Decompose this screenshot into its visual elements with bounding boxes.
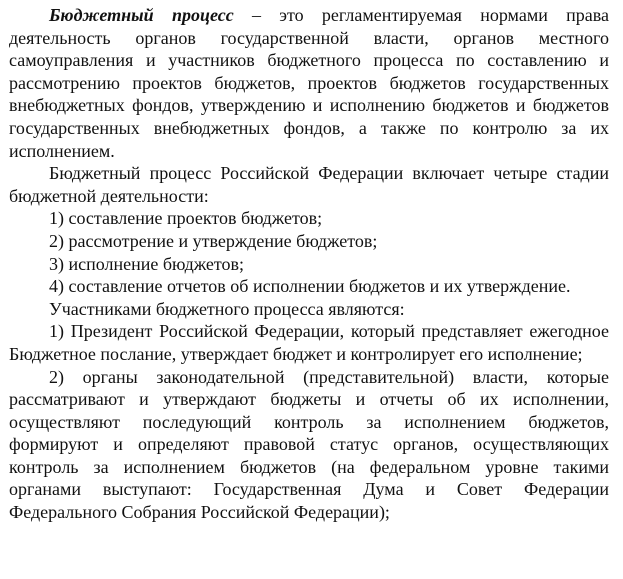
stages-intro-paragraph: Бюджетный процесс Российской Федерации включает четыре стадии бюджетной деятельности: bbox=[9, 163, 609, 206]
stage-item-1: 1) составление проектов бюджетов; bbox=[49, 208, 323, 229]
participant-item-2: 2) органы законодательной (представительной) власти, которые рассматривают и утверждают бюджеты и отчеты об их исполнении, осуществляют последующий контроль за исполнением бюджетов, формируют и определяют правовой статус органов, осуществляющих контроль за исполнением бюджетов (на федеральном уровне такими органами выступают: Государственная Дума и Совет Федерации Федерального Собрания Российской Федерации); bbox=[9, 366, 609, 523]
defined-term: Бюджетный процесс bbox=[49, 5, 234, 25]
definition-paragraph bbox=[9, 4, 609, 162]
stage-item-4: 4) составление отчетов об исполнении бюджетов и их утверждение. bbox=[49, 276, 571, 297]
participants-intro-paragraph: Участниками бюджетного процесса являются: bbox=[49, 298, 405, 319]
stage-item-2: 2) рассмотрение и утверждение бюджетов; bbox=[49, 230, 378, 251]
participant-item-1: 1) Президент Российской Федерации, который представляет ежегодное Бюджетное послание, утверждает бюджет и контролирует его исполнение; bbox=[9, 321, 609, 364]
stage-item-3: 3) исполнение бюджетов; bbox=[49, 253, 245, 274]
definition-text: – это регламентируемая нормами права деятельность органов государственной власти, органов местного самоуправления и участников бюджетного процесса по составлению и рассмотрению проектов бюджетов, проектов бюджетов государственных внебюджетных фондов, утверждению и исполнению бюджетов и бюджетов государственных внебюджетных фондов, а также по контролю за их исполнением. bbox=[9, 5, 609, 161]
